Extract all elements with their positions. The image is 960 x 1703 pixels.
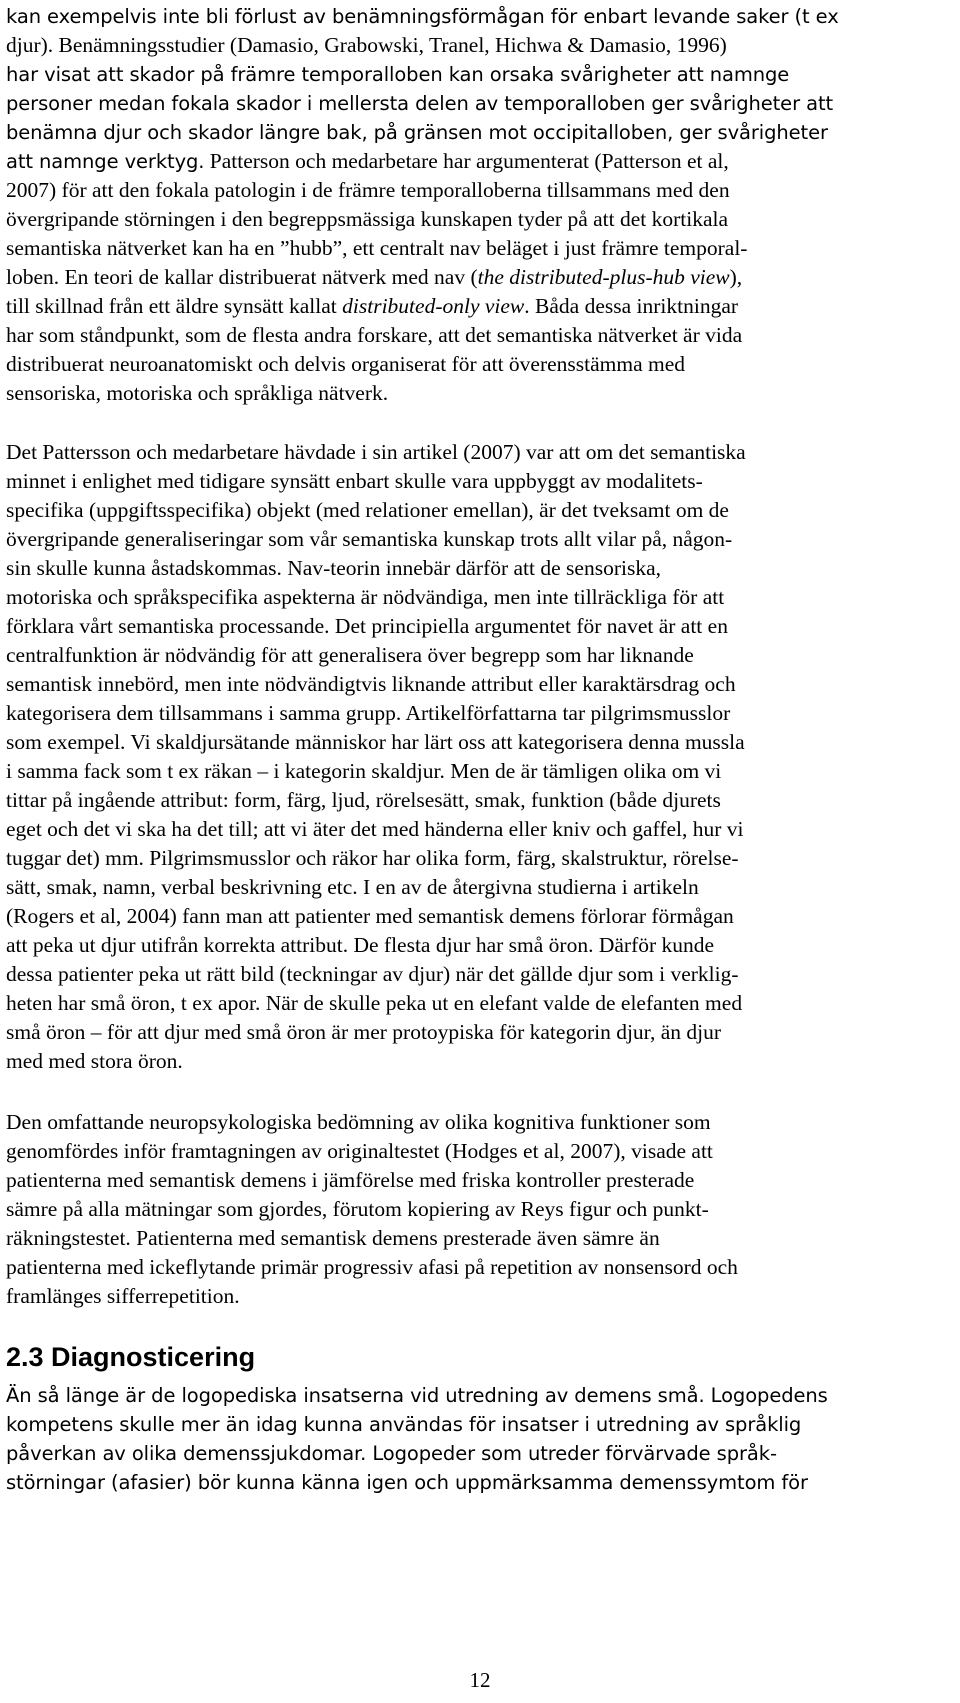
text-line: (Rogers et al, 2004) fann man att patienter med semantisk demens förlorar förmågan — [6, 904, 734, 928]
text-line: sätt, smak, namn, verbal beskrivning etc. I en av de återgivna studierna i artikeln — [6, 875, 699, 899]
text-line: dessa patienter peka ut rätt bild (teckningar av djur) när det gällde djur som i verklig- — [6, 962, 739, 986]
text-line: förklara vårt semantiska processande. Det principiella argumentet för navet är att en — [6, 614, 728, 638]
section-heading: 2.3 Diagnosticering — [6, 1342, 256, 1372]
text-line: patienterna med ickeflytande primär progressiv afasi på repetition av nonsensord och — [6, 1255, 738, 1279]
text-line: motoriska och språkspecifika aspekterna är nödvändiga, men inte tillräckliga för att — [6, 585, 725, 609]
text-line: Det Pattersson och medarbetare hävdade i sin artikel (2007) var att om det semantiska — [6, 440, 746, 464]
text-line: semantiska nätverket kan ha en ”hubb”, ett centralt nav beläget i just främre temporal- — [6, 236, 748, 260]
text-line: centralfunktion är nödvändig för att generalisera över begrepp som har liknande — [6, 643, 694, 667]
text-line — [6, 147, 886, 176]
text-line: framlänges sifferrepetition. — [6, 1284, 240, 1308]
text-line: har visat att skador på främre temporalloben kan orsaka svårigheter att namnge — [6, 63, 790, 86]
italic-term: the distributed-plus-hub view — [477, 265, 730, 289]
text-line: personer medan fokala skador i mellersta delen av temporalloben ger svårigheter att — [6, 92, 834, 115]
text-line: kompetens skulle mer än idag kunna användas för insatser i utredning av språklig — [6, 1413, 802, 1436]
text-line — [6, 292, 886, 321]
text-span: . Båda dessa inriktningar — [524, 294, 739, 318]
paragraph-diagnostics — [6, 1381, 886, 1497]
text-line: har som ståndpunkt, som de flesta andra forskare, att det semantiska nätverket är vida — [6, 323, 743, 347]
text-line: specifika (uppgiftsspecifika) objekt (med relationer emellan), är det tveksamt om de — [6, 498, 729, 522]
text-line: distribuerat neuroanatomiskt och delvis organiserat för att överensstämma med — [6, 352, 686, 376]
text-line: eget och det vi ska ha det till; att vi äter det med händerna eller kniv och gaffel, hur vi — [6, 817, 744, 841]
text-line: sämre på alla mätningar som gjordes, förutom kopiering av Reys figur och punkt- — [6, 1197, 709, 1221]
text-line: sensoriska, motoriska och språkliga nätverk. — [6, 381, 389, 405]
text-line: räkningstestet. Patienterna med semantisk demens presterade även sämre än — [6, 1226, 660, 1250]
text-line: Än så länge är de logopediska insatserna vid utredning av demens små. Logopedens — [6, 1384, 828, 1407]
paragraph-pattersson-argument — [6, 438, 886, 1076]
text-line: heten har små öron, t ex apor. När de skulle peka ut en elefant valde de elefanten med — [6, 991, 743, 1015]
text-line: övergripande störningen i den begreppsmässiga kunskapen tyder på att det kortikala — [6, 207, 729, 231]
paragraph-hub-theory — [6, 2, 886, 408]
text-line: 2007) för att den fokala patologin i de främre temporalloberna tillsammans med den — [6, 178, 730, 202]
text-line: Den omfattande neuropsykologiska bedömning av olika kognitiva funktioner som — [6, 1110, 711, 1134]
text-line: tuggar det) mm. Pilgrimsmusslor och räkor har olika form, färg, skalstruktur, rörelse- — [6, 846, 739, 870]
text-span: att namnge verktyg. — [6, 150, 205, 173]
text-line: att peka ut djur utifrån korrekta attribut. De flesta djur har små öron. Därför kunde — [6, 933, 715, 957]
text-line — [6, 263, 886, 292]
text-line: djur). Benämningsstudier (Damasio, Grabowski, Tranel, Hichwa & Damasio, 1996) — [6, 33, 727, 57]
text-line: små öron – för att djur med små öron är mer protoypiska för kategorin djur, än djur — [6, 1020, 722, 1044]
text-line: tittar på ingående attribut: form, färg, ljud, rörelsesätt, smak, funktion (både djurets — [6, 788, 721, 812]
text-line: genomfördes inför framtagningen av originaltestet (Hodges et al, 2007), visade att — [6, 1139, 713, 1163]
text-line: benämna djur och skador längre bak, på gränsen mot occipitalloben, ger svårigheter — [6, 121, 828, 144]
text-line: minnet i enlighet med tidigare synsätt enbart skulle vara uppbyggt av modalitets- — [6, 469, 703, 493]
text-span: ), — [729, 265, 743, 289]
text-line: sin skulle kunna åstadskommas. Nav-teorin innebär därför att de sensoriska, — [6, 556, 661, 580]
text-line: som exempel. Vi skaldjursätande människor har lärt oss att kategorisera denna mussla — [6, 730, 745, 754]
text-line: övergripande generaliseringar som vår semantiska kunskap trots allt vilar på, någon- — [6, 527, 733, 551]
text-line: störningar (afasier) bör kunna känna igen och uppmärksamma demenssymtom för — [6, 1471, 808, 1494]
text-span: Patterson och medarbetare har argumenterat (Patterson et al, — [204, 149, 729, 173]
text-span: loben. En teori de kallar distribuerat nätverk med nav ( — [6, 265, 478, 289]
page-number: 12 — [469, 1668, 491, 1692]
text-line: påverkan av olika demenssjukdomar. Logopeder som utreder förvärvade språk- — [6, 1442, 777, 1465]
paragraph-assessment-results — [6, 1108, 886, 1311]
text-line: patienterna med semantisk demens i jämförelse med friska kontroller presterade — [6, 1168, 695, 1192]
text-line: semantisk innebörd, men inte nödvändigtvis liknande attribut eller karaktärsdrag och — [6, 672, 736, 696]
text-span: till skillnad från ett äldre synsätt kallat — [6, 294, 343, 318]
text-line: i samma fack som t ex räkan – i kategorin skaldjur. Men de är tämligen olika om vi — [6, 759, 722, 783]
italic-term: distributed-only view — [342, 294, 525, 318]
text-line: kan exempelvis inte bli förlust av benämningsförmågan för enbart levande saker (t ex — [6, 5, 839, 28]
text-line: med med stora öron. — [6, 1049, 183, 1073]
text-line: kategorisera dem tillsammans i samma grupp. Artikelförfattarna tar pilgrimsmusslor — [6, 701, 731, 725]
